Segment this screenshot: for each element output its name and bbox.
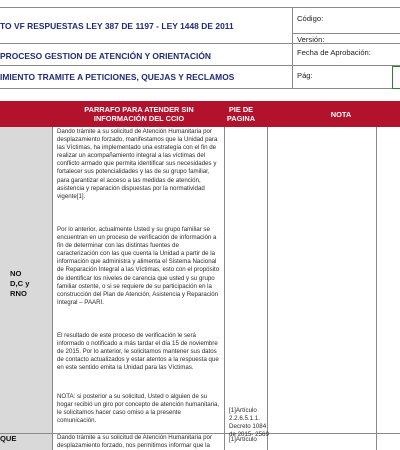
fecha-aprobacion-label: Fecha de Aprobación: <box>297 48 371 57</box>
header-title: TO VF RESPUESTAS LEY 387 DE 1197 - LEY 1448 DE 2011 <box>0 21 234 31</box>
footnote-cell-next: [1]Artículo <box>229 436 257 443</box>
codigo-label: Código: <box>297 14 324 23</box>
column-header-nota: NOTA <box>305 101 377 127</box>
response-paragraph-4: NOTA: si posterior a su solicitud, Usted o alguien de su hogar recibió un giro por concepto de atención humanitaria, le solicitamos hacer caso omiso a la presente comunicación. <box>57 393 220 425</box>
response-paragraph-3: El resultado de este proceso de verificación le será informado o notificado a más tardar el día 15 de noviembre de 2015. Por lo anterior, le solicitamos mantener sus datos de contacto actualizados y estar atentos a la respuesta que en este sentido emita la Unidad para las Víctimas. <box>57 332 219 372</box>
column-header-pie: PIE DE PAGINA <box>222 101 260 127</box>
header-procedure: IMIENTO TRAMITE A PETICIONES, QUEJAS Y RECLAMOS <box>0 72 235 82</box>
response-paragraph-1: Dando trámite a su solicitud de Atención Humanitaria por desplazamiento forzado, manifestamos que la Unidad para las Víctimas, ha implementado una estrategia con el fin de realizar un acompañamiento integral a las víctimas del conflicto armado que permita identificar sus necesidades y fortalecer sus potencialidades y las de su grupo familiar, para garantizar el acceso a las medidas de atención, asistencia y reparación dispuestas por la normatividad vigente[1]. <box>57 128 218 200</box>
response-paragraph-2: Por lo anterior, actualmente Usted y su grupo familiar se encuentran en un proceso de verificación de información a fin de determinar con las distintas fuentes de caracterización con las que cuenta la Unidad a partir de la información que administra y alimenta el Sistema Nacional de Reparación Integral a las Víctimas, esto con el propósito de identificar los niveles de carencia que usted y su grupo familiar ostente, o si se requiere de su participación en la construcción del Plan de Atención, Asistencia y Reparación Integral – PAARI. <box>57 226 220 306</box>
footnote-cell: [1]Artículo 2.2.6.5.1.1. Decreto 1084 de 2015- 2569 <box>229 407 269 438</box>
header-process: PROCESO GESTION DE ATENCIÓN Y ORIENTACIÓN <box>0 51 211 61</box>
category-label-next: QUE <box>0 434 17 443</box>
selected-cell-indicator <box>392 66 400 89</box>
column-header-parrafo: PARRAFO PARA ATENDER SIN INFORMACIÓN DEL CCIO <box>70 101 208 127</box>
pagina-label: Pág: <box>297 71 313 80</box>
category-label: NO D,C y RNO <box>10 269 30 298</box>
response-paragraph-next: Dando trámite a su solicitud de Atención Humanitaria por desplazamiento forzado, nos permitimos informar que la <box>57 434 212 450</box>
version-label: Versión: <box>297 35 325 44</box>
